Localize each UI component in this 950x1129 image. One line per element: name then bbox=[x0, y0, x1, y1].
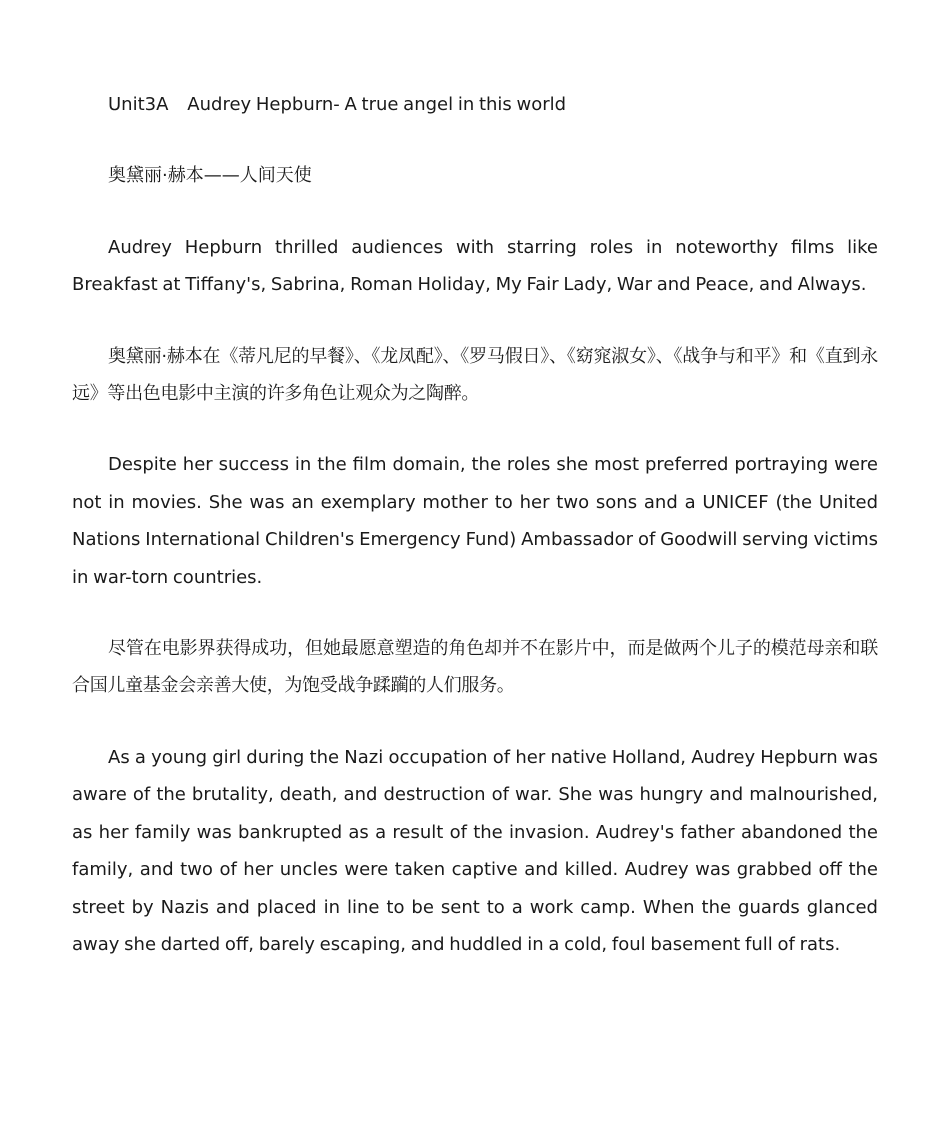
paragraph-en-3: As a young girl during the Nazi occupation of her native Holland, Audrey Hepburn was aware of the brutality, death, and destruction of war. She was hungry and malnourished, as her family was bankrupted as a result of the invasion. Audrey's father abandoned the family, and two of her uncles were taken captive and killed. Audrey was grabbed off the street by Nazis and placed in line to be sent to a work camp. When the guards glanced away she darted off, barely escaping, and huddled in a cold, foul basement full of rats. bbox=[72, 746, 878, 955]
document-page bbox=[72, 86, 878, 963]
unit-title: Unit3A Audrey Hepburn- A true angel in this world bbox=[108, 94, 567, 115]
paragraph-en-2: Despite her success in the film domain, the roles she most preferred portraying were not in movies. She was an exemplary mother to her two sons and a UNICEF (the United Nations International Children's Emergency Fund) Ambassador of Goodwill serving victims in war-torn countries. bbox=[72, 454, 878, 588]
paragraph-zh-1: 奥黛丽·赫本在《蒂凡尼的早餐》、《龙凤配》、《罗马假日》、《窈窕淑女》、《战争与和平》和《直到永远》等出色电影中主演的许多角色让观众为之陶醉。 bbox=[72, 345, 878, 405]
chinese-title: 奥黛丽·赫本——人间天使 bbox=[108, 165, 312, 187]
paragraph-zh-2: 尽管在电影界获得成功，但她最愿意塑造的角色却并不在影片中，而是做两个儿子的模范母亲和联合国儿童基金会亲善大使，为饱受战争蹂躏的人们服务。 bbox=[72, 638, 878, 697]
paragraph-en-1: Audrey Hepburn thrilled audiences with starring roles in noteworthy films like Breakfast at Tiffany's, Sabrina, Roman Holiday, My Fair Lady, War and Peace, and Always. bbox=[72, 236, 878, 296]
